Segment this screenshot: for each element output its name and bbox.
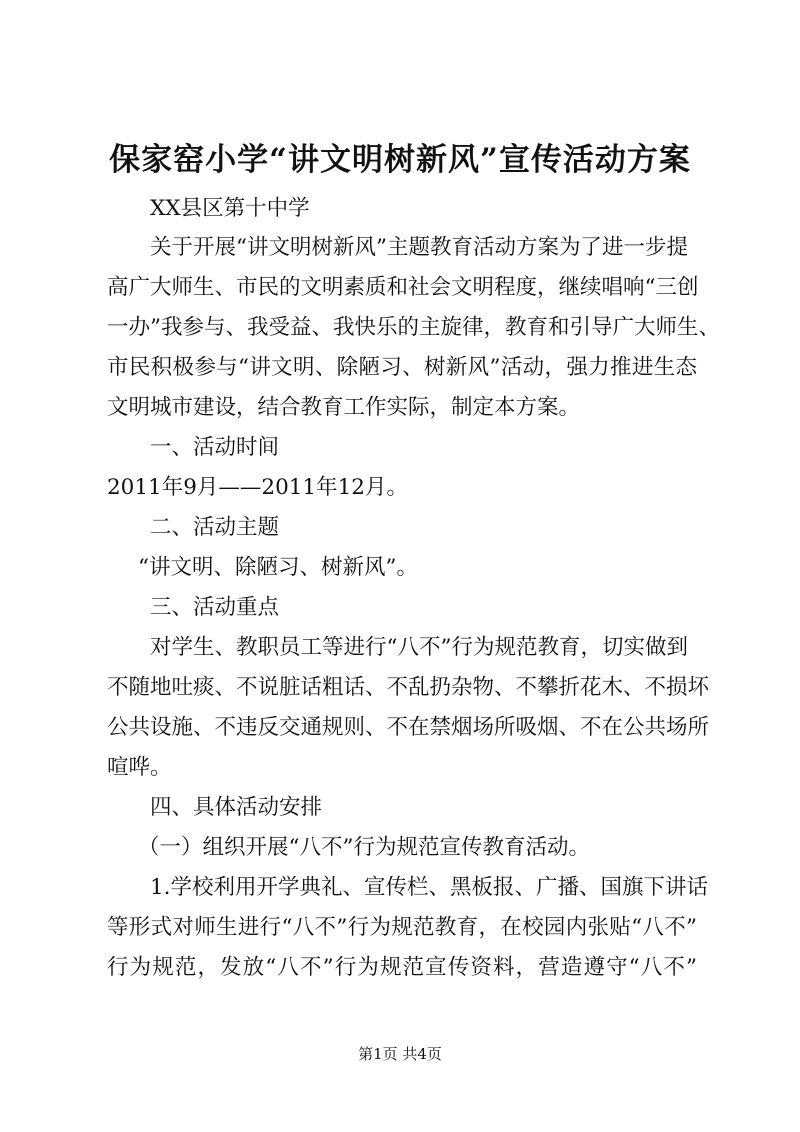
section3-line-4: 喧哗。 [107,755,172,780]
intro-line-3: 一办”我参与、我受益、我快乐的主旋律，教育和引导广大师生、 [107,315,720,340]
section1-text: 2011年9月——2011年12月。 [107,475,408,500]
section2-text: “讲文明、除陋习、树新风”。 [138,555,418,580]
section4-item1-line-3: 行为规范，发放“八不”行为规范宣传资料，营造遵守“八不” [107,955,697,980]
section4-sub1: （一）组织开展“八不”行为规范宣传教育活动。 [138,835,590,860]
author-line: XX县区第十中学 [150,196,310,221]
intro-line-2: 高广大师生、市民的文明素质和社会文明程度，继续唱响“三创 [107,275,699,300]
section4-item1-line-1: 1.学校利用开学典礼、宣传栏、黑板报、广播、国旗下讲话 [150,875,709,900]
section4-heading: 四、具体活动安排 [150,795,323,820]
section3-line-2: 不随地吐痰、不说脏话粗话、不乱扔杂物、不攀折花木、不损坏 [107,675,710,700]
section1-heading: 一、活动时间 [150,435,280,460]
section3-line-3: 公共设施、不违反交通规则、不在禁烟场所吸烟、不在公共场所 [107,715,710,740]
intro-line-5: 文明城市建设，结合教育工作实际，制定本方案。 [107,395,581,420]
document-title: 保家窑小学“讲文明树新风”宣传活动方案 [109,142,691,178]
section3-line-1: 对学生、教职员工等进行“八不”行为规范教育，切实做到 [150,635,688,660]
section2-heading: 二、活动主题 [150,515,280,540]
intro-line-1: 关于开展“讲文明树新风”主题教育活动方案为了进一步提 [150,235,688,260]
section4-item1-line-2: 等形式对师生进行“八不”行为规范教育，在校园内张贴“八不” [107,915,697,940]
section3-heading: 三、活动重点 [150,595,280,620]
page-number-footer: 第1页 共4页 [358,1045,442,1063]
intro-line-4: 市民积极参与“讲文明、除陋习、树新风”活动，强力推进生态 [107,355,697,380]
